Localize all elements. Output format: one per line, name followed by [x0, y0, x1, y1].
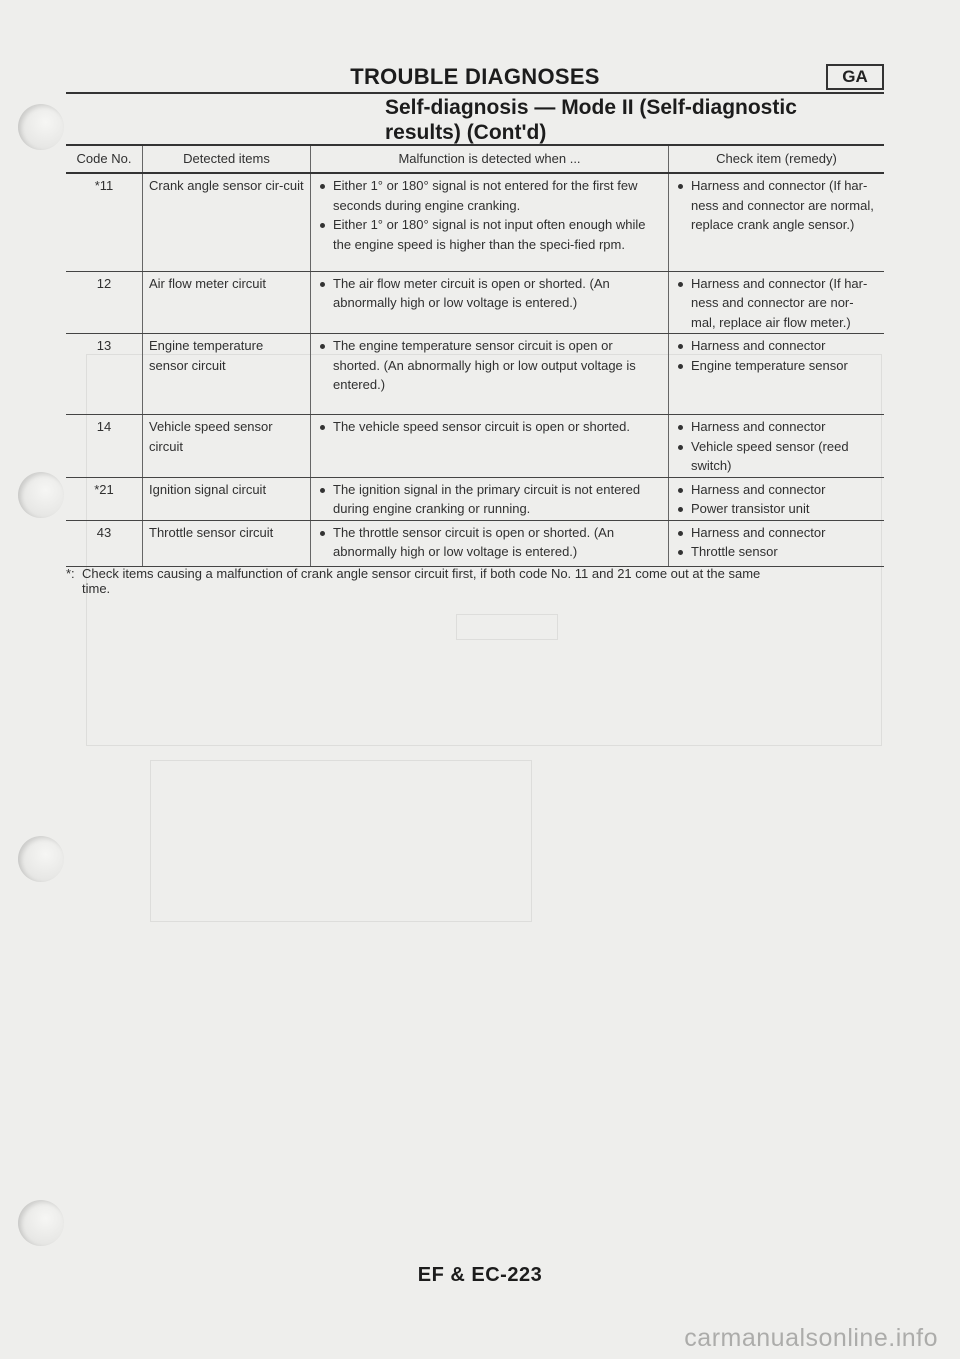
- malfunction-condition: Either 1° or 180° signal is not input often enough while the engine speed is higher than the speci-fied rpm.: [317, 215, 662, 254]
- detected-item-cell: Vehicle speed sensor circuit: [143, 415, 311, 478]
- footnote-mark: *:: [66, 566, 75, 581]
- page-header: [66, 60, 884, 92]
- check-item: Throttle sensor: [675, 542, 878, 562]
- table-row: [66, 173, 884, 271]
- header-rule: [66, 92, 884, 94]
- footnote-text-continued: time.: [82, 581, 111, 596]
- check-item: Harness and connector: [675, 417, 878, 437]
- check-item: Power transistor unit: [675, 499, 878, 519]
- detected-item-cell: Engine temperature sensor circuit: [143, 334, 311, 415]
- code-cell: 12: [66, 271, 143, 334]
- check-item: Harness and connector (If har-ness and connector are normal, replace crank angle sensor.): [675, 176, 878, 235]
- footnote-text: Check items causing a malfunction of crank angle sensor circuit first, if both code No. 11 and 21 come out at the same: [82, 566, 761, 581]
- malfunction-cell: [311, 271, 669, 334]
- binder-hole: [18, 836, 64, 882]
- table-row: [66, 477, 884, 520]
- malfunction-cell: [311, 415, 669, 478]
- check-item-cell: [669, 271, 885, 334]
- page-title: TROUBLE DIAGNOSES: [350, 64, 600, 89]
- detected-item-cell: Ignition signal circuit: [143, 477, 311, 520]
- malfunction-condition: The throttle sensor circuit is open or shorted. (An abnormally high or low voltage is entered.): [317, 523, 662, 562]
- diagnosis-table: [66, 144, 884, 567]
- table-row: [66, 520, 884, 566]
- malfunction-condition: The ignition signal in the primary circuit is not entered during engine cranking or running.: [317, 480, 662, 519]
- column-header-detected-items: Detected items: [143, 145, 311, 173]
- check-item-cell: [669, 520, 885, 566]
- table-header-row: [66, 145, 884, 173]
- check-item-cell: [669, 334, 885, 415]
- section-title-line-2: results) (Cont'd): [385, 121, 547, 144]
- check-item-cell: [669, 173, 885, 271]
- detected-item-cell: Throttle sensor circuit: [143, 520, 311, 566]
- detected-item-cell: Air flow meter circuit: [143, 271, 311, 334]
- malfunction-condition: The engine temperature sensor circuit is open or shorted. (An abnormally high or low output voltage is entered.): [317, 336, 662, 395]
- check-item: Harness and connector: [675, 480, 878, 500]
- malfunction-cell: [311, 334, 669, 415]
- column-header-malfunction: Malfunction is detected when ...: [311, 145, 669, 173]
- column-header-check-item: Check item (remedy): [669, 145, 885, 173]
- column-header-code: Code No.: [66, 145, 143, 173]
- code-cell: *21: [66, 477, 143, 520]
- malfunction-condition: Either 1° or 180° signal is not entered for the first few seconds during engine cranking.: [317, 176, 662, 215]
- watermark: carmanualsonline.info: [684, 1324, 938, 1352]
- binder-hole: [18, 1200, 64, 1246]
- check-item: Harness and connector: [675, 523, 878, 543]
- check-item-cell: [669, 415, 885, 478]
- malfunction-cell: [311, 477, 669, 520]
- malfunction-cell: [311, 173, 669, 271]
- check-item-cell: [669, 477, 885, 520]
- check-item: Harness and connector: [675, 336, 878, 356]
- malfunction-condition: The vehicle speed sensor circuit is open or shorted.: [317, 417, 662, 437]
- code-cell: 14: [66, 415, 143, 478]
- table-footnote: [66, 566, 884, 596]
- check-item: Vehicle speed sensor (reed switch): [675, 437, 878, 476]
- code-cell: *11: [66, 173, 143, 271]
- bleed-through-frame: [456, 614, 558, 640]
- table-row: [66, 415, 884, 478]
- binder-hole: [18, 104, 64, 150]
- check-item: Engine temperature sensor: [675, 356, 878, 376]
- page-number: EF & EC-223: [417, 1264, 543, 1286]
- section-title-line-1: Self-diagnosis — Mode II (Self-diagnostic: [385, 96, 797, 119]
- section-title: [340, 95, 840, 145]
- table-row: [66, 271, 884, 334]
- malfunction-condition: The air flow meter circuit is open or shorted. (An abnormally high or low voltage is entered.): [317, 274, 662, 313]
- table-row: [66, 334, 884, 415]
- code-cell: 43: [66, 520, 143, 566]
- malfunction-cell: [311, 520, 669, 566]
- bleed-through-frame: [150, 760, 532, 922]
- binder-hole: [18, 472, 64, 518]
- code-cell: 13: [66, 334, 143, 415]
- check-item: Harness and connector (If har-ness and connector are nor-mal, replace air flow meter.): [675, 274, 878, 333]
- detected-item-cell: Crank angle sensor cir-cuit: [143, 173, 311, 271]
- section-tag: GA: [826, 64, 884, 90]
